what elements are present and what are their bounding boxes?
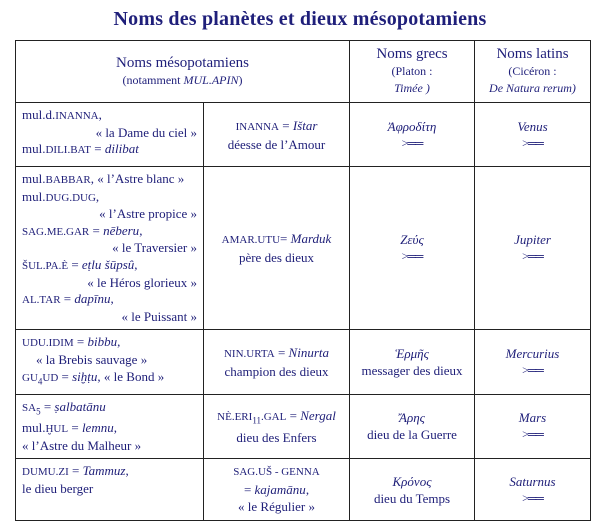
mesopotamian-god-cell: NIN.URTA = Ninurta champion des dieux [204, 330, 350, 394]
mesopotamian-god-cell: $NÈ.ERI_{11}.GAL$ = Nergal dieu des Enfers [204, 394, 350, 458]
latin-name-cell: Saturnus >══ [475, 459, 591, 521]
greek-name-cell: Ἄρης dieu de la Guerre [350, 394, 475, 458]
arrow-icon: >══ [401, 249, 423, 264]
table-row-jupiter [16, 167, 591, 330]
header-greek-source: (Platon : [391, 64, 433, 78]
greek-name-cell: Κρόνος dieu du Temps [350, 459, 475, 521]
table-row-mercury [16, 330, 591, 394]
table-row-saturn [16, 459, 591, 521]
arrow-icon: >══ [522, 363, 543, 378]
greek-name-cell: Ἑρμῆς messager des dieux [350, 330, 475, 394]
latin-name-cell: Venus >══ [475, 103, 591, 167]
mesopotamian-names-cell: mul.BABBAR, « l’Astre blanc » mul.DUG.DUG, « l’Astre propice » SAG.ME.GAR = nēberu, « le Traversier » ŠUL.PA.È = eṭlu šūpsû, « le Héros glorieux » AL.TAR = dapīnu, « le Puissant » [16, 167, 204, 330]
mesopotamian-names-cell: UDU.IDIM = bibbu, « la Brebis sauvage » $GU_4UD$ = siḫṭu, « le Bond » [16, 330, 204, 394]
arrow-icon: >══ [401, 135, 423, 150]
table-header-row [16, 41, 591, 103]
greek-name-cell: Ζεύς >══ [350, 167, 475, 330]
mesopotamian-names-cell: DUMU.ZI = Tammuz, le dieu berger [16, 459, 204, 521]
mesopotamian-god-cell: AMAR.UTU= Marduk père des dieux [204, 167, 350, 330]
header-latin-source: (Cicéron : [508, 64, 557, 78]
latin-name-cell: Mercurius >══ [475, 330, 591, 394]
latin-name-cell: Mars >══ [475, 394, 591, 458]
header-greek-title: Noms grecs [376, 46, 448, 62]
header-mesopotamian-source: (notamment MUL.APIN) [122, 72, 243, 87]
header-mesopotamian [16, 41, 350, 103]
page-title: Noms des planètes et dieux mésopotamiens [113, 8, 487, 30]
mesopotamian-names-cell: mul.d.INANNA, « la Dame du ciel » mul.DILI.BAT = dilibat [16, 103, 204, 167]
table-row-venus [16, 103, 591, 167]
header-mesopotamian-title: Noms mésopotamiens [116, 54, 249, 71]
mesopotamian-names-cell: $SA_5$ = ṣalbatānu mul.ḪUL = lemnu, « l’Astre du Malheur » [16, 394, 204, 458]
table-row-mars [16, 394, 591, 458]
latin-name-cell: Jupiter >══ [475, 167, 591, 330]
header-greek: Noms grecs (Platon : Timée ) [350, 41, 475, 103]
arrow-icon: >══ [522, 490, 543, 505]
arrow-icon: >══ [522, 249, 543, 264]
arrow-icon: >══ [522, 427, 543, 442]
mesopotamian-god-cell: INANNA = Ištar déesse de l’Amour [204, 103, 350, 167]
planet-names-table [15, 40, 591, 521]
arrow-icon: >══ [522, 135, 543, 150]
header-latin: Noms latins (Cicéron : De Natura rerum) [475, 41, 591, 103]
mesopotamian-god-cell: SAG.UŠ - GENNA = kajamānu, « le Régulier » [204, 459, 350, 521]
greek-name-cell: Ἀφροδίτη >══ [350, 103, 475, 167]
header-latin-title: Noms latins [496, 46, 569, 62]
